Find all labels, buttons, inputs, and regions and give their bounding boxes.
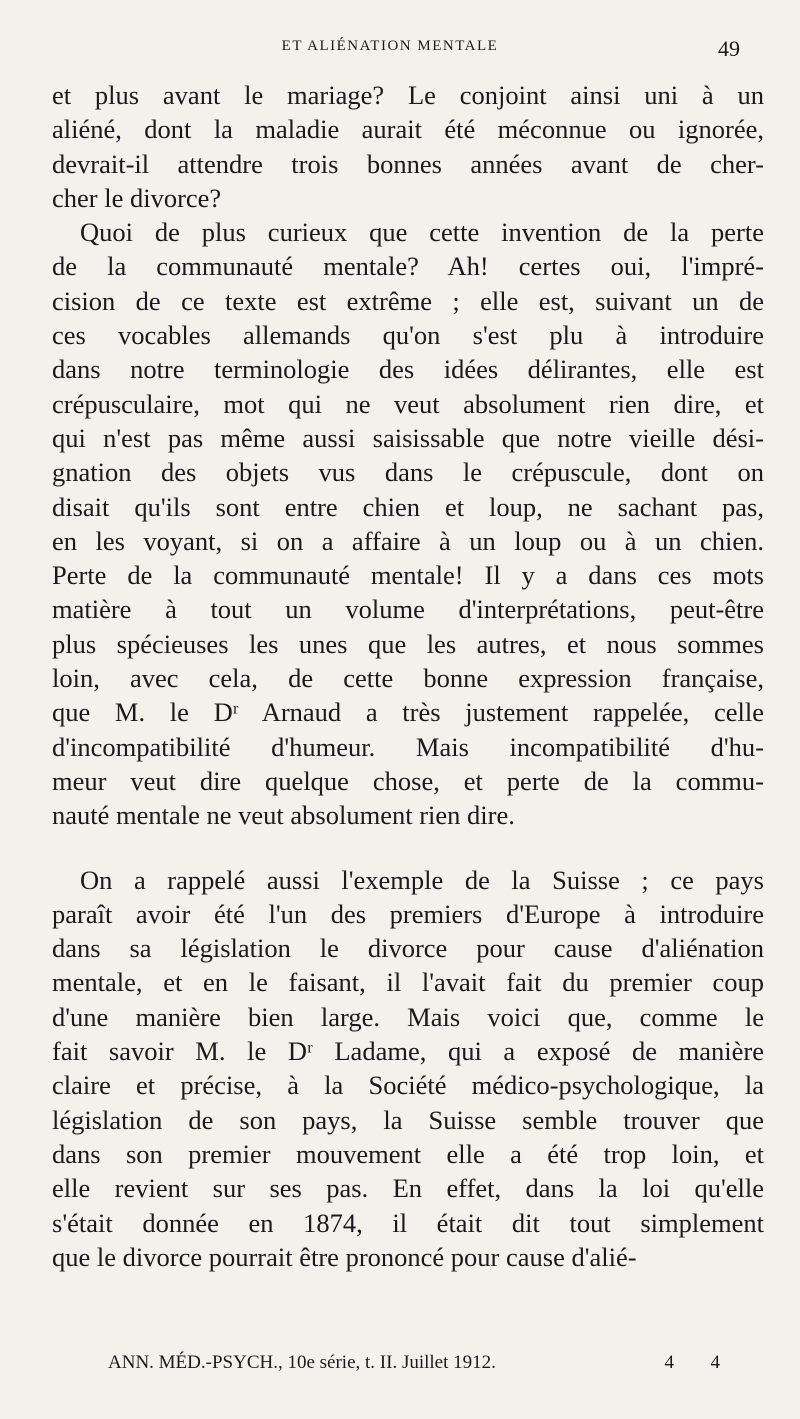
text-line: dans son premier mouvement elle a été trop loin, et (52, 1138, 764, 1169)
text-line: ces vocables allemands qu'on s'est plu à introduire (52, 320, 764, 351)
body-text (52, 78, 764, 1274)
text-line: législation de son pays, la Suisse semble trouver que (52, 1104, 764, 1135)
text-line: Perte de la communauté mentale! Il y a dans ces mots (52, 560, 764, 591)
text-line: de la communauté mentale? Ah! certes oui, l'impré- (52, 251, 764, 282)
text-line: paraît avoir été l'un des premiers d'Europe à introduire (52, 898, 764, 929)
text-line: que le divorce pourrait être prononcé pour cause d'alié- (52, 1241, 637, 1272)
text-line: que M. le Dʳ Arnaud a très justement rappelée, celle (52, 697, 764, 728)
text-line: claire et précise, à la Société médico-psychologique, la (52, 1070, 764, 1101)
footer-signature-mark: 4 (664, 1352, 674, 1373)
paragraph (52, 215, 764, 832)
text-line: d'incompatibilité d'humeur. Mais incompatibilité d'hu- (52, 731, 764, 762)
running-head (40, 36, 740, 60)
text-line: matière à tout un volume d'interprétations, peut-être (52, 594, 764, 625)
text-line: mentale, et en le faisant, il l'avait fait du premier coup (52, 967, 764, 998)
text-line: qui n'est pas même aussi saisissable que notre vieille dési- (52, 422, 764, 453)
text-line: dans notre terminologie des idées délirantes, elle est (52, 354, 764, 385)
paragraph (52, 78, 764, 215)
text-line: dans sa législation le divorce pour cause d'aliénation (52, 933, 764, 964)
text-line: meur veut dire quelque chose, et perte de la commu- (52, 765, 764, 796)
text-line: Quoi de plus curieux que cette invention de la perte (80, 217, 764, 248)
text-line: nauté mentale ne veut absolument rien dire. (52, 800, 515, 831)
text-line: disait qu'ils sont entre chien et loup, ne sachant pas, (52, 491, 764, 522)
text-line: crépusculaire, mot qui ne veut absolument rien dire, et (52, 388, 764, 419)
paragraph (52, 863, 764, 1275)
paragraph-gap (52, 833, 764, 863)
text-line: cision de ce texte est extrême ; elle est, suivant un de (52, 285, 764, 316)
text-line: et plus avant le mariage? Le conjoint ainsi uni à un (52, 80, 764, 110)
footer-signature-mark-secondary: 4 (710, 1352, 720, 1373)
text-line: s'était donnée en 1874, il était dit tout simplement (52, 1207, 764, 1238)
text-line: cher le divorce? (52, 182, 222, 213)
text-line: elle revient sur ses pas. En effet, dans la loi qu'elle (52, 1173, 764, 1204)
text-line: d'une manière bien large. Mais voici que, comme le (52, 1001, 764, 1032)
running-title: ET ALIÉNATION MENTALE (281, 38, 499, 54)
footer-citation: ANN. MÉD.-PSYCH., 10e série, t. II. Juillet 1912. (108, 1352, 496, 1373)
text-line: gnation des objets vus dans le crépuscule, dont on (52, 457, 764, 488)
page-number: 49 (718, 36, 740, 61)
text-line: loin, avec cela, de cette bonne expression française, (52, 663, 764, 694)
text-line: fait savoir M. le Dʳ Ladame, qui a exposé de manière (52, 1036, 764, 1067)
text-line: devrait-il attendre trois bonnes années avant de cher- (52, 148, 764, 179)
text-line: plus spécieuses les unes que les autres, et nous sommes (52, 628, 764, 659)
text-line: aliéné, dont la maladie aurait été méconnue ou ignorée, (52, 114, 764, 145)
text-line: en les voyant, si on a affaire à un loup ou à un chien. (52, 525, 764, 556)
text-line: On a rappelé aussi l'exemple de la Suisse ; ce pays (80, 864, 764, 895)
